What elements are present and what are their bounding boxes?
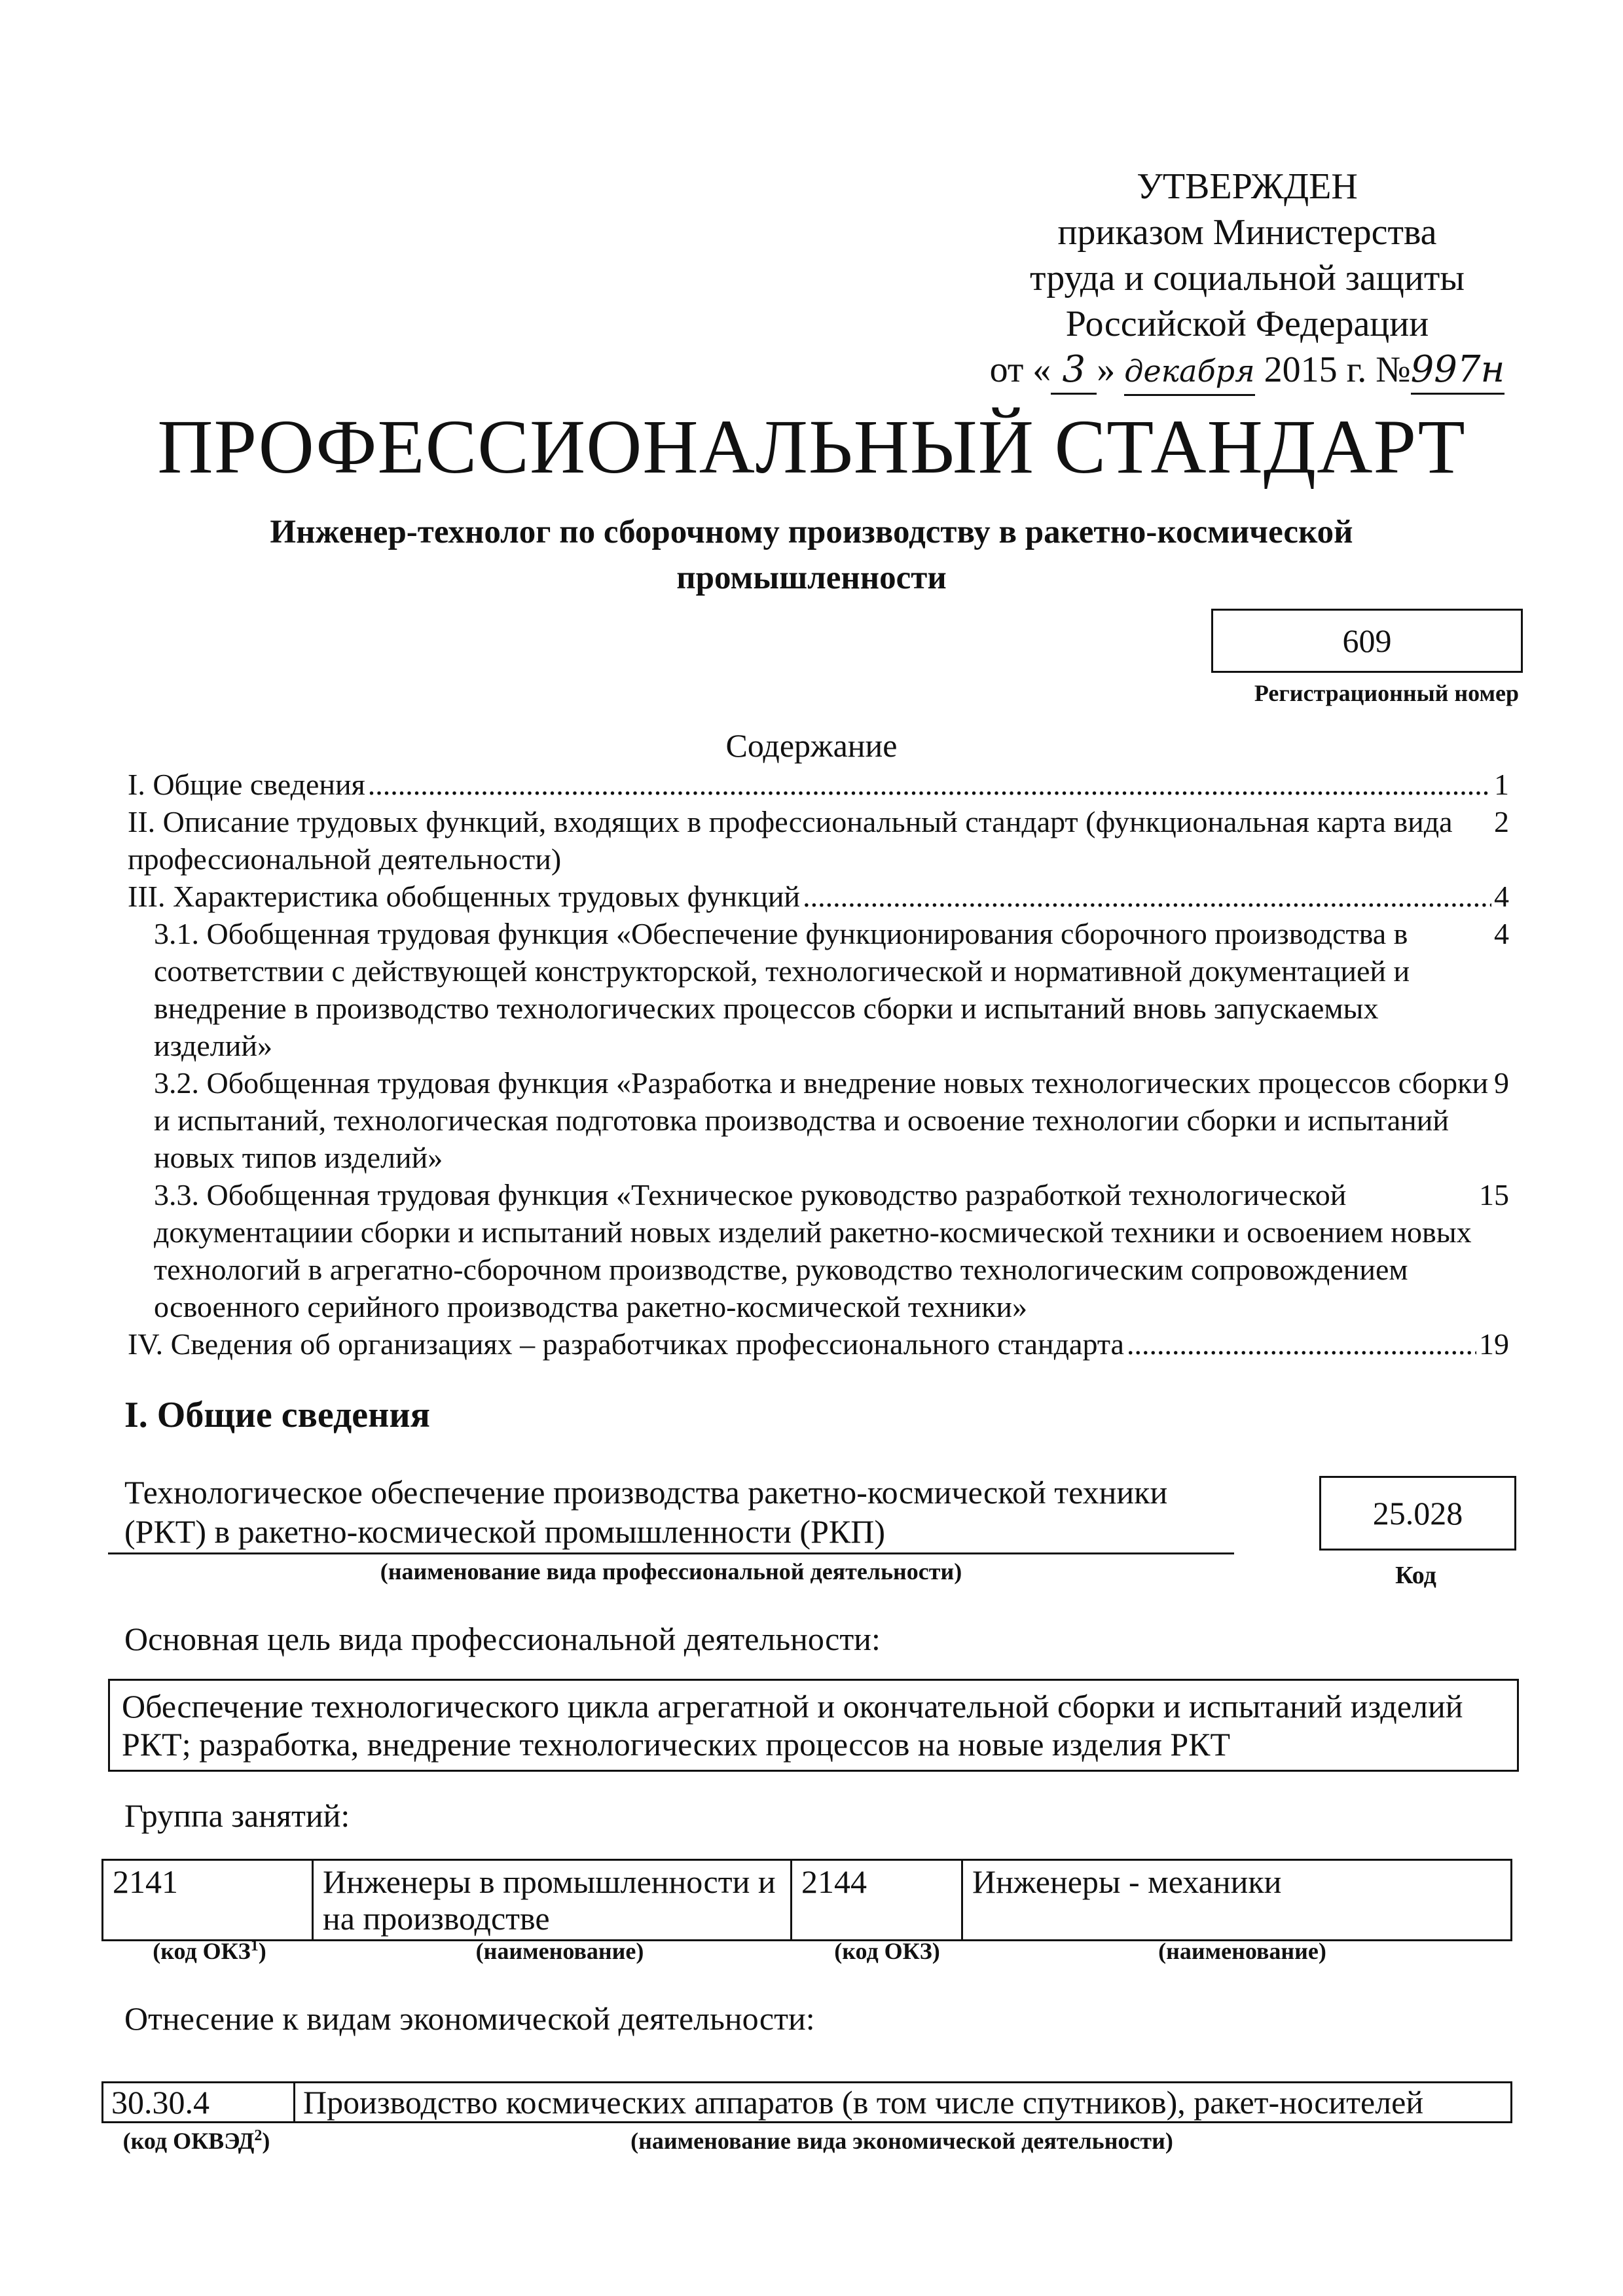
toc-item[interactable]: [128, 1064, 1509, 1176]
okved-name-cell: Производство космических аппаратов (в том числе спутников), ракет-носителей: [295, 2083, 1512, 2123]
toc-item-text: 3.2. Обобщенная трудовая функция «Разработка и внедрение новых технологических процессов сборки и испытаний, технологическая подготовка производства и освоение технологии сборки и испытаний новых типов изделий»: [154, 1066, 1489, 1174]
toc-item-text: 3.3. Обобщенная трудовая функция «Техническое руководство разработкой технологической документациии сборки и испытаний новых изделий ракетно-космической техники и освоением новых технологий в агрегатно-сборочном производстве, руководство технологическим сопровождением освоенного серийного производства ракетно-космической техники»: [154, 1178, 1472, 1323]
approval-line-1: УТВЕРЖДЕН: [1137, 166, 1358, 207]
toc-title: Содержание: [725, 727, 898, 764]
toc-item-page: 9: [1494, 1066, 1509, 1100]
goal-box: Обеспечение технологического цикла агрегатной и окончательной сборки и испытаний изделий РКТ; разработка, внедрение технологических процессов на новые изделия РКТ: [108, 1679, 1519, 1772]
toc-item-text: IV. Сведения об организациях – разработчиках профессионального стандарта: [128, 1327, 1124, 1361]
approval-date-line: [903, 347, 1591, 396]
date-day-handwritten: 3: [1051, 347, 1097, 395]
toc-item[interactable]: [128, 915, 1509, 1064]
economic-activity-label: Отнесение к видам экономической деятельности:: [124, 2000, 815, 2037]
table-of-contents: [128, 766, 1509, 1363]
activity-underline: [108, 1552, 1234, 1554]
economic-activity-captions: [101, 2127, 1512, 2155]
toc-item-page: 2: [1494, 805, 1509, 838]
okz-name-cell: Инженеры - механики: [962, 1860, 1512, 1941]
date-mid: »: [1097, 350, 1116, 390]
activity-name: Технологическое обеспечение производства ракетно-космической техники (РКТ) в ракетно-космической промышленности (РКП): [124, 1474, 1168, 1550]
caption-okz-code: (код ОКЗ): [834, 1938, 940, 1964]
table-row: [103, 2083, 1512, 2123]
occupation-group-captions: [101, 1937, 1512, 1965]
toc-item-text: I. Общие сведения: [128, 768, 365, 801]
toc-item[interactable]: [128, 1176, 1509, 1325]
goal-label: Основная цель вида профессиональной деятельности:: [124, 1621, 881, 1657]
order-number-handwritten: 997н: [1411, 347, 1505, 395]
date-prefix: от «: [989, 350, 1051, 390]
document-title: ПРОФЕССИОНАЛЬНЫЙ СТАНДАРТ: [157, 404, 1466, 490]
toc-item[interactable]: [128, 878, 1509, 915]
date-month-handwritten: декабря: [1124, 348, 1254, 396]
toc-item-text: III. Характеристика обобщенных трудовых функций: [128, 880, 801, 913]
toc-item-page: 4: [1494, 880, 1509, 913]
toc-item[interactable]: [128, 1325, 1509, 1363]
toc-item[interactable]: [128, 803, 1509, 878]
occupation-group-table: [101, 1859, 1512, 1941]
approval-line-2: приказом Министерства: [1057, 212, 1437, 253]
approval-line-4: Российской Федерации: [1065, 304, 1429, 344]
toc-item-text: 3.1. Обобщенная трудовая функция «Обеспечение функционирования сборочного производства в соответствии с действующей конструкторской, технологической и нормативной документацией и внедрение в производство технологических процессов сборки и испытаний вновь запускаемых изделий»: [154, 917, 1410, 1062]
caption-name: (наименование): [475, 1938, 644, 1964]
activity-code-box: 25.028: [1319, 1476, 1516, 1551]
economic-activity-table: [101, 2081, 1512, 2123]
okz-name-cell: Инженеры в промышленности и на производстве: [313, 1860, 792, 1941]
activity-caption: (наименование вида профессиональной деятельности): [380, 1558, 962, 1585]
registration-number-label: Регистрационный номер: [1254, 680, 1519, 706]
approval-line-3: труда и социальной защиты: [1030, 258, 1465, 298]
toc-item[interactable]: [128, 766, 1509, 803]
document-subtitle: Инженер-технолог по сборочному производству в ракетно-космической промышленности: [270, 514, 1353, 596]
occupation-group-label: Группа занятий:: [124, 1797, 350, 1834]
table-row: [103, 1860, 1512, 1941]
caption-econ-name: (наименование вида экономической деятельности): [630, 2128, 1173, 2154]
toc-item-page: 4: [1494, 917, 1509, 950]
section-heading: I. Общие сведения: [124, 1395, 430, 1435]
activity-code-caption: Код: [1395, 1562, 1436, 1589]
okved-code-cell: 30.30.4: [103, 2083, 295, 2123]
okz-code-cell: 2141: [103, 1860, 313, 1941]
caption-okved-code: (код ОКВЭД$^2$): [122, 2127, 270, 2154]
registration-number-box: 609: [1211, 609, 1523, 673]
toc-item-page: 1: [1494, 768, 1509, 801]
toc-item-page: 15: [1479, 1178, 1509, 1211]
caption-okz-code: (код ОКЗ$^1$): [153, 1937, 266, 1964]
okz-code-cell: 2144: [792, 1860, 962, 1941]
date-year: 2015 г. №: [1264, 350, 1411, 390]
approval-block: [903, 164, 1591, 396]
caption-name: (наименование): [1158, 1938, 1326, 1964]
toc-item-text: II. Описание трудовых функций, входящих в профессиональный стандарт (функциональная карта вида профессиональной деятельности): [128, 805, 1453, 876]
toc-item-page: 19: [1479, 1327, 1509, 1361]
